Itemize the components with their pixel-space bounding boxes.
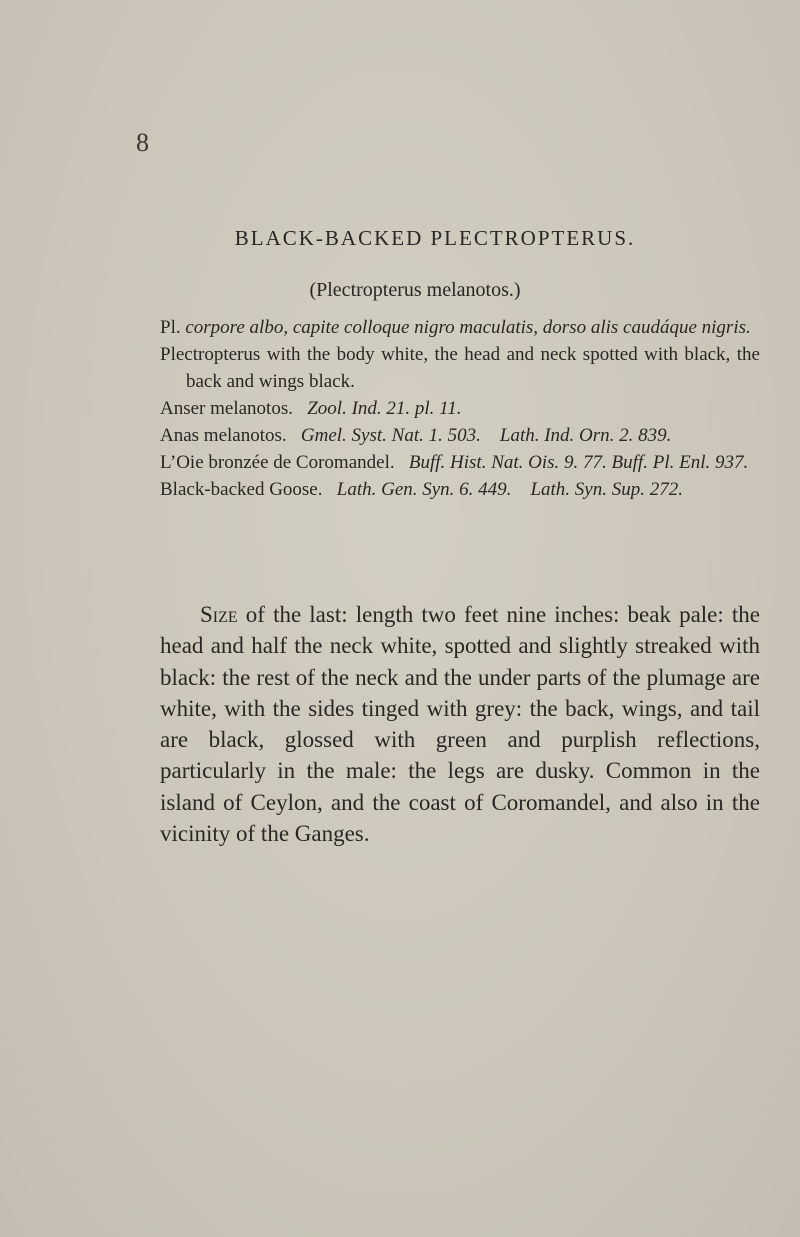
page-number: 8 [136,128,149,157]
description-lead: Size [200,602,238,627]
synonym-reference: Zool. Ind. 21. pl. 11. [307,398,462,419]
synonym-name: Black-backed Goose. [160,479,323,500]
synonym-name: Anser melanotos. [160,398,293,419]
description-text: of the last: length two feet nine inches: beak pale: the head and half the neck white, spotted and slightly streaked with black: the rest of the neck and the under parts of the plumage are white, with the sides tinged with grey: the back, wings, and tail are black, glossed with green and purplish reflections, particularly in the male: the legs are dusky. Common in the island of Ceylon, and the coast of Coromandel, and also in the vicinity of the Ganges. [160,602,760,847]
subtitle-text: (Plectropterus melanotos.) [309,279,521,301]
synonym-entry [160,476,760,503]
description-paragraph [160,599,760,849]
diagnosis-label: Pl. [160,317,181,338]
scientific-name [0,279,800,302]
synonymy-list [160,314,760,503]
synonym-reference: Gmel. Syst. Nat. 1. 503. [300,425,481,446]
synonym-entry [160,422,760,449]
synonym-name: L’Oie bronzée de Coromandel. [160,452,395,473]
synonym-reference: Lath. Ind. Orn. 2. 839. [499,425,672,446]
title-text: BLACK-BACKED PLECTROPTERUS. [234,226,636,250]
synonym-name: Anas melanotos. [160,425,287,446]
synonym-reference: Lath. Gen. Syn. 6. 449. [336,479,512,500]
diagnosis-text: corpore albo, capite colloque nigro maculatis, dorso alis caudáque nigris. [185,317,751,338]
synonym-entry [160,449,760,476]
english-diagnosis-text: Plectropterus with the body white, the head and neck spotted with black, the back and wings black. [160,344,760,392]
page-title [0,226,800,251]
synonym-reference: Lath. Syn. Sup. 272. [530,479,683,500]
synonym-entry [160,395,760,422]
synonym-reference: Buff. Hist. Nat. Ois. 9. 77. [408,452,607,473]
latin-diagnosis [160,314,760,341]
synonym-reference: Buff. Pl. Enl. 937. [611,452,749,473]
english-diagnosis [160,341,760,395]
